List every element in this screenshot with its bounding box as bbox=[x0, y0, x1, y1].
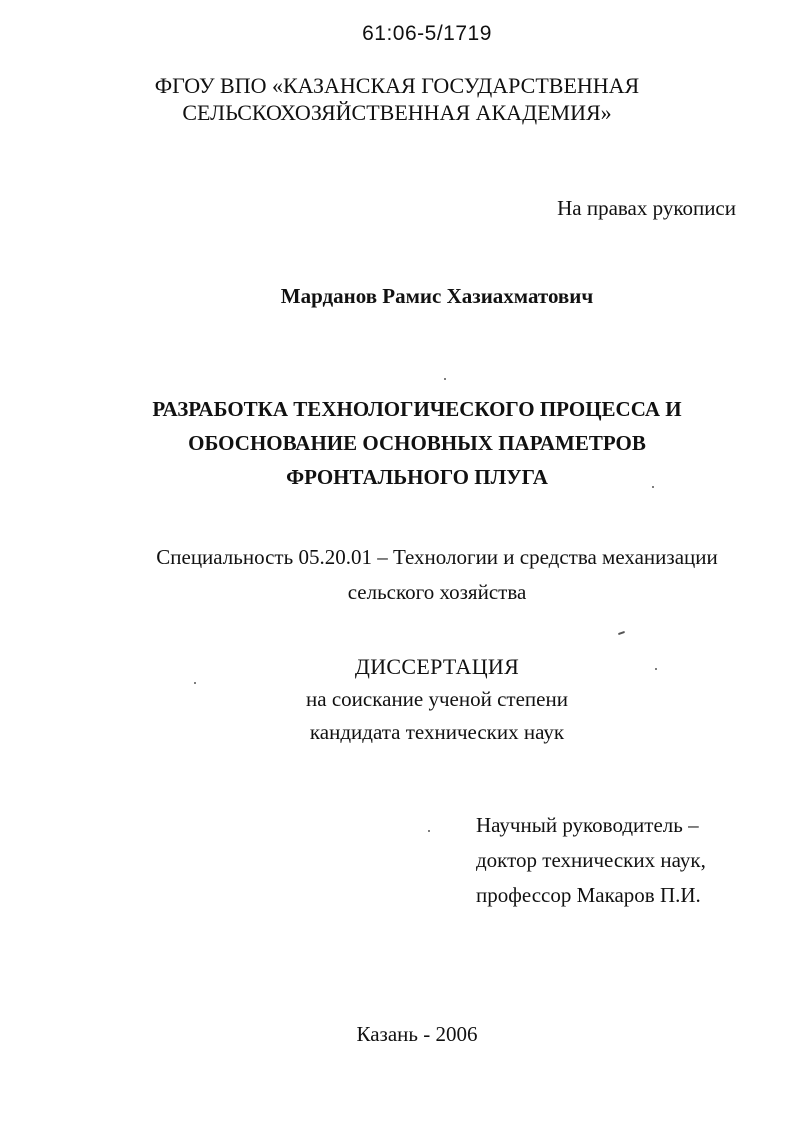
scan-speck bbox=[428, 830, 430, 832]
archive-stamp-number: 61:06-5/1719 bbox=[362, 22, 492, 45]
institution-line-2: СЕЛЬСКОХОЗЯЙСТВЕННАЯ АКАДЕМИЯ» bbox=[182, 100, 612, 125]
manuscript-rights-note: На правах рукописи bbox=[557, 196, 736, 220]
scan-speck bbox=[655, 668, 657, 670]
title-line-2: ОБОСНОВАНИЕ ОСНОВНЫХ ПАРАМЕТРОВ bbox=[188, 431, 646, 455]
dissertation-heading: ДИССЕРТАЦИЯ bbox=[354, 654, 520, 679]
supervisor-line-2: доктор технических наук, bbox=[476, 848, 706, 872]
degree-line-1: на соискание ученой степени bbox=[306, 687, 568, 711]
supervisor-line-3: профессор Макаров П.И. bbox=[476, 883, 701, 907]
scan-speck bbox=[444, 378, 446, 380]
supervisor-line-1: Научный руководитель – bbox=[476, 813, 699, 837]
degree-line-2: кандидата технических наук bbox=[309, 720, 565, 744]
title-line-3: ФРОНТАЛЬНОГО ПЛУГА bbox=[286, 465, 548, 489]
institution-line-1: ФГОУ ВПО «КАЗАНСКАЯ ГОСУДАРСТВЕННАЯ bbox=[154, 73, 640, 98]
speciality-line-1: Специальность 05.20.01 – Технологии и средства механизации bbox=[156, 545, 718, 569]
supervisor-block bbox=[476, 808, 706, 913]
scan-speck bbox=[194, 682, 196, 684]
speciality-line-2: сельского хозяйства bbox=[347, 580, 527, 604]
author-name: Марданов Рамис Хазиахматович bbox=[280, 284, 594, 308]
scan-speck bbox=[652, 486, 654, 488]
title-line-1: РАЗРАБОТКА ТЕХНОЛОГИЧЕСКОГО ПРОЦЕССА И bbox=[152, 397, 682, 421]
degree-block bbox=[0, 650, 794, 749]
scan-speck bbox=[618, 631, 625, 635]
dissertation-title bbox=[0, 392, 794, 494]
institution-name bbox=[0, 72, 794, 126]
city-year: Казань - 2006 bbox=[356, 1022, 478, 1046]
speciality-block bbox=[0, 540, 794, 610]
